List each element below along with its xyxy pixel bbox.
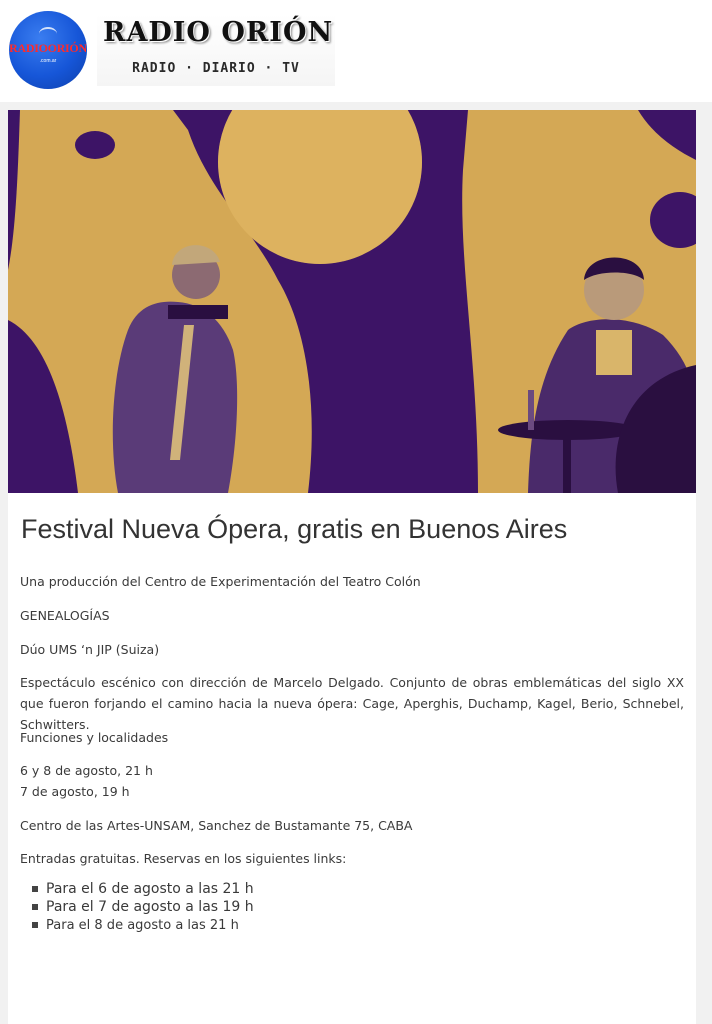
reservation-link-label[interactable]: Para el 8 de agosto a las 21 h <box>46 918 239 933</box>
radio-waves-icon <box>39 27 57 41</box>
bullet-icon <box>32 886 38 892</box>
reservation-link[interactable] <box>30 916 254 936</box>
venue-paragraph: Centro de las Artes-UNSAM, Sanchez de Bustamante 75, CABA <box>20 818 413 833</box>
brand-subtitle: RADIO · DIARIO · TV <box>132 61 300 76</box>
reservation-link[interactable] <box>30 898 254 916</box>
site-logo[interactable] <box>9 11 87 89</box>
functions-heading: Funciones y localidades <box>20 730 169 745</box>
article-title: Festival Nueva Ópera, gratis en Buenos Aires <box>21 514 568 544</box>
brand-title: RADIO ORIÓN <box>103 17 334 48</box>
hero-image <box>8 110 696 493</box>
description-paragraph: Espectáculo escénico con dirección de Marcelo Delgado. Conjunto de obras emblemáticas del siglo XX que fueron forjando el camino hacia la nueva ópera: Cage, Aperghis, Duchamp, Kagel, Berio, Schnebel, Schwitters. <box>20 675 684 732</box>
bullet-icon <box>32 904 38 910</box>
program-name: GENEALOGÍAS <box>20 608 110 623</box>
reservation-links <box>30 880 254 936</box>
dates-line-1: 6 y 8 de agosto, 21 h <box>20 763 153 778</box>
bullet-icon <box>32 922 38 928</box>
site-header <box>0 0 712 102</box>
logo-domain: .com.ar <box>39 58 57 64</box>
dates-line-2: 7 de agosto, 19 h <box>20 784 130 799</box>
reservation-link-label[interactable]: Para el 6 de agosto a las 21 h <box>46 881 254 897</box>
reservation-link[interactable] <box>30 880 254 898</box>
article-card <box>8 110 696 1024</box>
logo-wordmark: RADIOORIÓN <box>9 41 87 55</box>
ensemble-name: Dúo UMS ‘n JIP (Suiza) <box>20 642 160 657</box>
reservation-link-label[interactable]: Para el 7 de agosto a las 19 h <box>46 899 254 915</box>
intro-paragraph: Una producción del Centro de Experimentación del Teatro Colón <box>20 574 421 589</box>
reservations-paragraph: Entradas gratuitas. Reservas en los siguientes links: <box>20 851 347 866</box>
